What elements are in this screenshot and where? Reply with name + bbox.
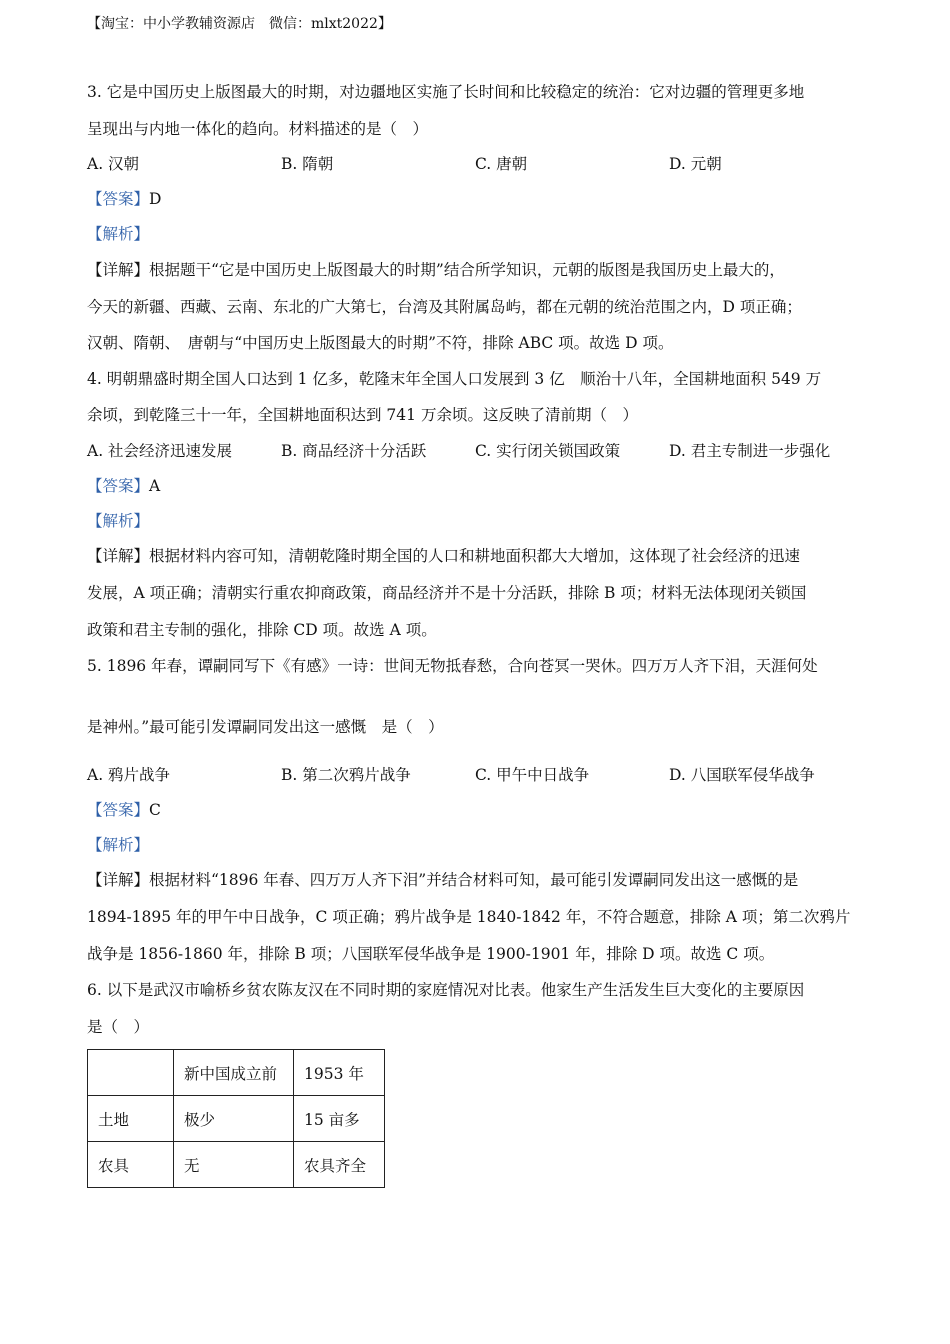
question-4-answer bbox=[87, 475, 160, 497]
question-3-stem-line-2: 呈现出与内地一体化的趋向。材料描述的是（ ） bbox=[87, 120, 429, 138]
question-3-detail-line-2: 今天的新疆、西藏、云南、东北的广大第七，台湾及其附属岛屿，都在元朝的统治范围之内，D 项正确； bbox=[87, 298, 802, 316]
question-4-analysis-label: 【解析】 bbox=[87, 512, 150, 530]
question-3-options bbox=[87, 153, 867, 175]
table-cell: 农具 bbox=[88, 1142, 174, 1188]
table-cell: 新中国成立前 bbox=[174, 1050, 294, 1096]
option-b: B. 隋朝 bbox=[281, 155, 334, 173]
option-c: C. 甲午中日战争 bbox=[475, 766, 590, 784]
question-5-detail-line-2: 1894-1895 年的甲午中日战争，C 项正确；鸦片战争是 1840-1842 年，不符合题意，排除 A 项；第二次鸦片 bbox=[87, 908, 851, 926]
question-3-detail-line-3: 汉朝、隋朝、 唐朝与“中国历史上版图最大的时期”不符，排除 ABC 项。故选 D 项。 bbox=[87, 334, 674, 352]
question-5-options bbox=[87, 764, 867, 786]
answer-label: 【答案】 bbox=[87, 190, 150, 208]
question-5-detail-line-3: 战争是 1856-1860 年，排除 B 项；八国联军侵华战争是 1900-1901 年，排除 D 项。故选 C 项。 bbox=[87, 945, 775, 963]
table-cell: 15 亩多 bbox=[294, 1096, 385, 1142]
question-5-stem-line-2: 是神州。”最可能引发谭嗣同发出这一感慨 是（ ） bbox=[87, 718, 444, 736]
answer-label: 【答案】 bbox=[87, 477, 150, 495]
question-4-detail-line-3: 政策和君主专制的强化，排除 CD 项。故选 A 项。 bbox=[87, 621, 437, 639]
question-4-options bbox=[87, 440, 867, 462]
table-cell: 无 bbox=[174, 1142, 294, 1188]
question-4-detail-line-2: 发展，A 项正确；清朝实行重农抑商政策，商品经济并不是十分活跃，排除 B 项；材料无法体现闭关锁国 bbox=[87, 584, 807, 602]
option-c: C. 唐朝 bbox=[475, 155, 528, 173]
option-a: A. 鸦片战争 bbox=[87, 766, 171, 784]
question-5-detail-line-1: 【详解】根据材料“1896 年春、四万万人齐下泪”并结合材料可知，最可能引发谭嗣同发出这一感慨的是 bbox=[87, 871, 799, 889]
answer-value: C bbox=[149, 801, 161, 819]
question-3-answer bbox=[87, 188, 161, 210]
question-5-stem-line-1: 5. 1896 年春，谭嗣同写下《有感》一诗：世间无物抵春愁，合向苍冥一哭休。四万万人齐下泪，天涯何处 bbox=[87, 657, 818, 675]
option-d: D. 八国联军侵华战争 bbox=[669, 766, 815, 784]
question-3-analysis-label: 【解析】 bbox=[87, 225, 150, 243]
table-cell: 1953 年 bbox=[294, 1050, 385, 1096]
table-header-row bbox=[88, 1050, 385, 1096]
table-cell: 农具齐全 bbox=[294, 1142, 385, 1188]
table-cell bbox=[88, 1050, 174, 1096]
question-6-stem-line-2: 是（ ） bbox=[87, 1018, 150, 1036]
question-3-stem-line-1: 3. 它是中国历史上版图最大的时期，对边疆地区实施了长时间和比较稳定的统治：它对边疆的管理更多地 bbox=[87, 83, 805, 101]
table-cell: 极少 bbox=[174, 1096, 294, 1142]
table-cell: 土地 bbox=[88, 1096, 174, 1142]
answer-value: D bbox=[149, 190, 162, 208]
question-6-stem-line-1: 6. 以下是武汉市喻桥乡贫农陈友汉在不同时期的家庭情况对比表。他家生产生活发生巨大变化的主要原因 bbox=[87, 981, 805, 999]
answer-value: A bbox=[149, 477, 161, 495]
family-comparison-table bbox=[87, 1049, 385, 1188]
option-d: D. 君主专制进一步强化 bbox=[669, 442, 831, 460]
table-row bbox=[88, 1142, 385, 1188]
question-5-answer bbox=[87, 799, 161, 821]
option-b: B. 第二次鸦片战争 bbox=[281, 766, 411, 784]
question-5-analysis-label: 【解析】 bbox=[87, 836, 150, 854]
answer-label: 【答案】 bbox=[87, 801, 150, 819]
question-4-stem-line-1: 4. 明朝鼎盛时期全国人口达到 1 亿多，乾隆末年全国人口发展到 3 亿 顺治十八年，全国耕地面积 549 万 bbox=[87, 370, 822, 388]
question-4-detail-line-1: 【详解】根据材料内容可知，清朝乾隆时期全国的人口和耕地面积都大大增加，这体现了社会经济的迅速 bbox=[87, 547, 801, 565]
option-b: B. 商品经济十分活跃 bbox=[281, 442, 427, 460]
question-3-detail-line-1: 【详解】根据题干“它是中国历史上版图最大的时期”结合所学知识，元朝的版图是我国历史上最大的， bbox=[87, 261, 785, 279]
table-row bbox=[88, 1096, 385, 1142]
option-c: C. 实行闭关锁国政策 bbox=[475, 442, 621, 460]
page-header: 【淘宝：中小学教辅资源店 微信：mlxt2022】 bbox=[87, 16, 392, 32]
option-d: D. 元朝 bbox=[669, 155, 722, 173]
question-4-stem-line-2: 余顷，到乾隆三十一年，全国耕地面积达到 741 万余顷。这反映了清前期（ ） bbox=[87, 406, 638, 424]
option-a: A. 社会经济迅速发展 bbox=[87, 442, 233, 460]
option-a: A. 汉朝 bbox=[87, 155, 140, 173]
